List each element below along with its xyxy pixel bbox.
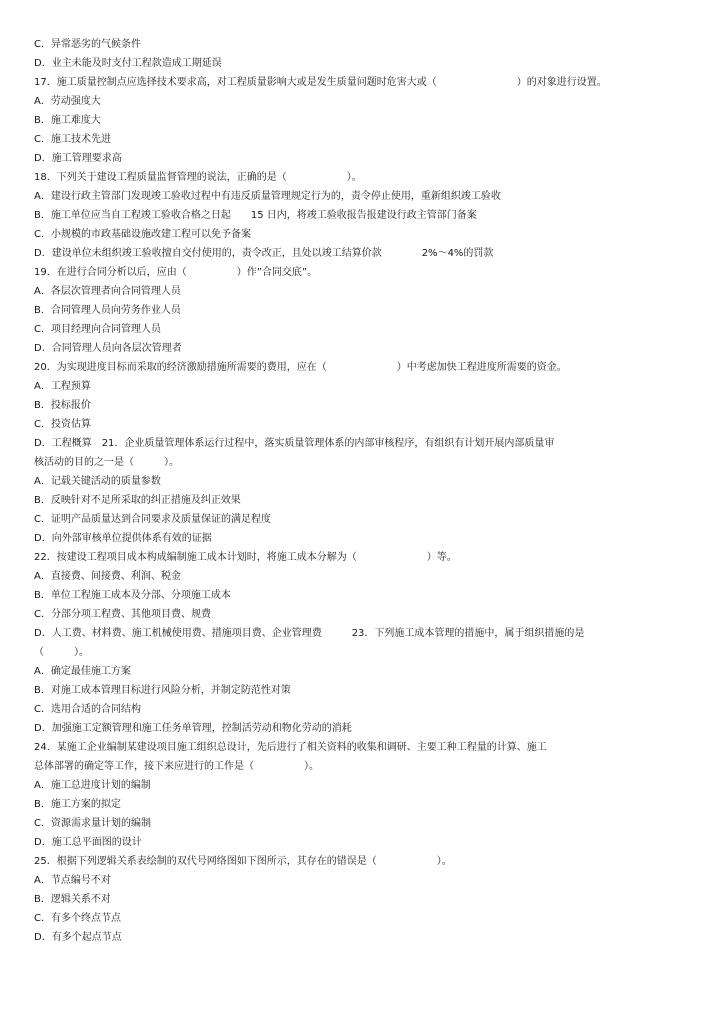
- text-line: C．证明产品质量达到合同要求及质量保证的满足程度: [34, 514, 271, 525]
- text-line: B．合同管理人员向劳务作业人员: [34, 305, 181, 316]
- text-line: D．向外部审核单位提供体系有效的证据: [34, 533, 212, 544]
- text-line: A．确定最佳施工方案: [34, 666, 131, 677]
- question-19: 19．在进行合同分析以后，应由（ ）作”合同交底”。: [34, 267, 318, 278]
- text-line: B．逻辑关系不对: [34, 894, 111, 905]
- text-line: D．加强施工定额管理和施工任务单管理，控制活劳动和物化劳动的消耗: [34, 723, 352, 734]
- text-line: 总体部署的确定等工作，接下来应进行的工作是（ ）。: [34, 761, 319, 772]
- text-line: C．选用合适的合同结构: [34, 704, 141, 715]
- text-line: A．直接费、间接费、利润、税金: [34, 571, 181, 582]
- text-line: C．分部分项工程费、其他项目费、规费: [34, 609, 211, 620]
- question-22: 22．按建设工程项目成本构成编制施工成本计划时，将施工成本分解为（ ）等。: [34, 552, 457, 563]
- text-line: D．合同管理人员向各层次管理者: [34, 343, 182, 354]
- text-line: A．劳动强度大: [34, 96, 101, 107]
- text-line: B．施工单位应当自工程竣工验收合格之日起 15 日内，将竣工验收报告报建设行政主管部门备案: [34, 210, 477, 221]
- text-line: A．建设行政主管部门发现竣工验收过程中有违反质量管理规定行为的，责令停止使用，重新组织竣工验收: [34, 191, 501, 202]
- text-line: C．异常恶劣的气候条件: [34, 39, 141, 50]
- text-line: B．投标报价: [34, 400, 91, 411]
- text-line: D．建设单位未组织竣工验收擅自交付使用的，责令改正，且处以竣工结算价款 2%～4%的罚款: [34, 248, 494, 259]
- text-line: A．节点编号不对: [34, 875, 111, 886]
- text-line: C．有多个终点节点: [34, 913, 121, 924]
- text-line: （ ）。: [34, 647, 89, 658]
- text-line: D．业主未能及时支付工程款造成工期延误: [34, 58, 222, 69]
- question-23: D．人工费、材料费、施工机械使用费、措施项目费、企业管理费 23．下列施工成本管理的措施中，属于组织措施的是: [34, 628, 585, 639]
- text-line: B．单位工程施工成本及分部、分项施工成本: [34, 590, 231, 601]
- text-line: C．投资估算: [34, 419, 91, 430]
- question-25: 25．根据下列逻辑关系表绘制的双代号网络图如下图所示，其存在的错误是（ ）。: [34, 856, 452, 867]
- text-line: A．各层次管理者向合同管理人员: [34, 286, 181, 297]
- text-line: B．施工方案的拟定: [34, 799, 121, 810]
- text-line: B．对施工成本管理目标进行风险分析，并制定防范性对策: [34, 685, 291, 696]
- text-line: B．施工难度大: [34, 115, 101, 126]
- text-line: D．有多个起点节点: [34, 932, 122, 943]
- text-line: B．反映针对不足所采取的纠正措施及纠正效果: [34, 495, 241, 506]
- question-18: 18．下列关于建设工程质量监督管理的说法，正确的是（ ）。: [34, 172, 362, 183]
- text-line: 核活动的目的之一是（ ）。: [34, 457, 179, 468]
- question-20: 20．为实现进度目标而采取的经济激励措施所需要的费用，应在（ ）中考虑加快工程进度所需要的资金。: [34, 362, 567, 373]
- text-line: D．施工总平面图的设计: [34, 837, 142, 848]
- text-line: A．施工总进度计划的编制: [34, 780, 151, 791]
- text-line: A．记载关键活动的质量参数: [34, 476, 161, 487]
- text-line: A．工程预算: [34, 381, 91, 392]
- text-line: C．资源需求量计划的编制: [34, 818, 151, 829]
- question-17: 17．施工质量控制点应选择技术要求高，对工程质量影响大或是发生质量问题时危害大或（ ）的对象进行设置。: [34, 77, 607, 88]
- text-line: C．小规模的市政基础设施改建工程可以免予备案: [34, 229, 251, 240]
- text-line: D．施工管理要求高: [34, 153, 122, 164]
- question-24: 24．某施工企业编制某建设项目施工组织总设计，先后进行了相关资料的收集和调研、主要工种工程量的计算、施工: [34, 742, 547, 753]
- text-line: C．项目经理向合同管理人员: [34, 324, 161, 335]
- question-21: D．工程概算 21．企业质量管理体系运行过程中，落实质量管理体系的内部审核程序，有组织有计划开展内部质量审: [34, 438, 555, 449]
- text-line: C．施工技术先进: [34, 134, 111, 145]
